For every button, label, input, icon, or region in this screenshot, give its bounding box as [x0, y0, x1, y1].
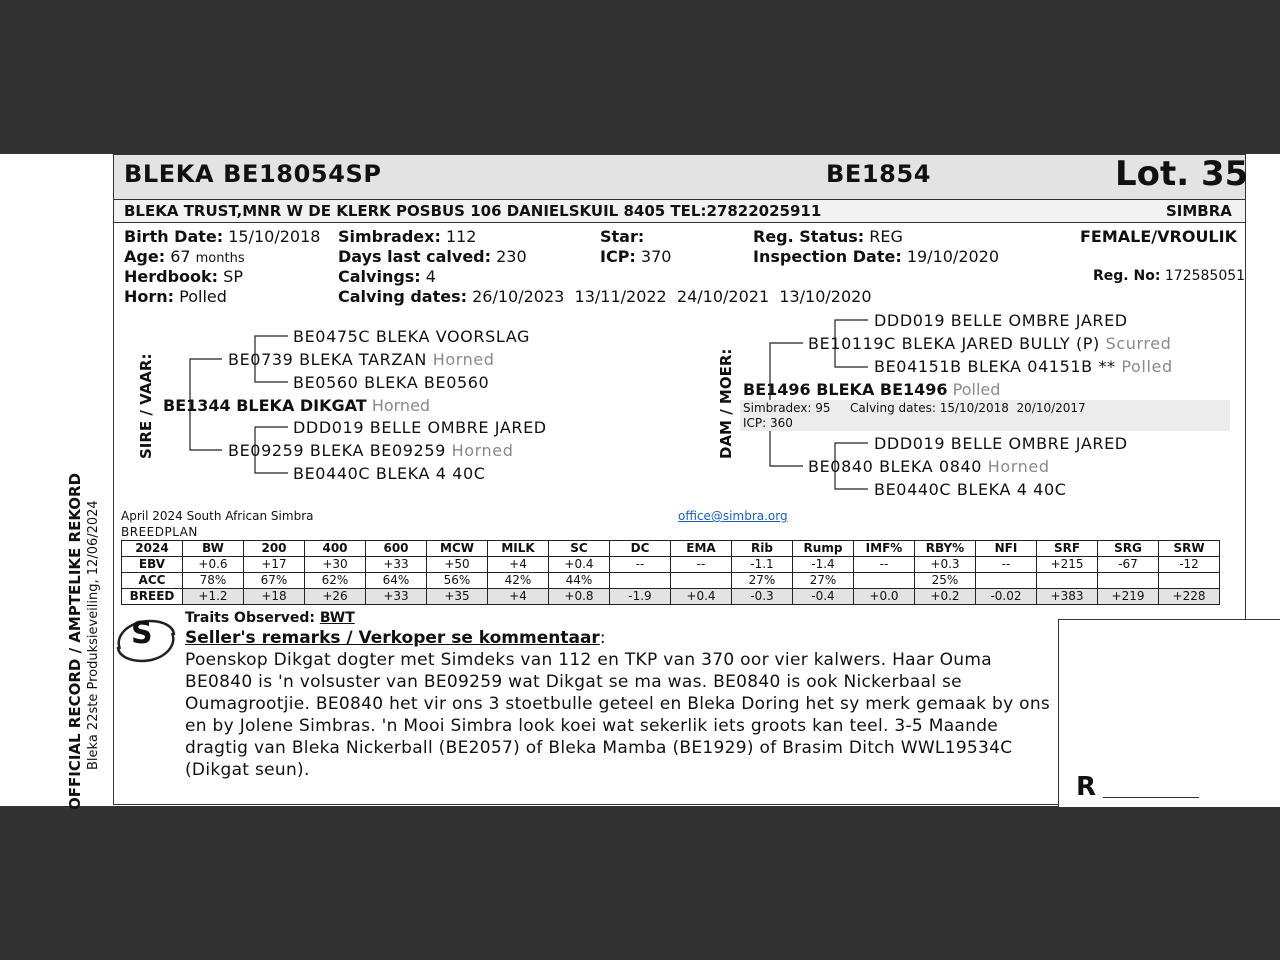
dam-grandsire: BE10119C BLEKA JARED BULLY (P) Scurred — [808, 334, 1172, 353]
inspection-date: Inspection Date: 19/10/2020 — [753, 247, 1000, 266]
signature-r: R — [1076, 772, 1097, 802]
table-header: 400 — [305, 541, 366, 557]
table-cell: -1.1 — [732, 557, 793, 573]
table-cell: +33 — [366, 557, 427, 573]
remarks-text: Poenskop Dikgat dogter met Simdeks van 112 en TKP van 370 oor vier kalwers. Haar Ouma BE0840 is 'n volsuster van BE09259 wat Dikgat se ma was. BE0840 is ook Nickerbaal se Oumagrootjie. BE0840 het vir ons 3 stoetbulle geteel en Bleka Doring het sy merk gemaak by ons en by Jolene Simbras. 'n Mooi Simbra look koei wat sekerlik iets groots kan teel. 3-5 Maande dragtig van Bleka Nickerball (BE2057) of Bleka Mamba (BE1929) of Brasim Ditch WWL19534C (Dikgat seun). — [185, 650, 1051, 780]
sire-label: SIRE / VAAR: — [137, 353, 155, 459]
table-header: DC — [610, 541, 671, 557]
animal-code: BE1854 — [826, 160, 932, 188]
table-cell: +50 — [427, 557, 488, 573]
table-cell: -- — [976, 557, 1037, 573]
table-cell: -0.3 — [732, 589, 793, 605]
table-cell: +26 — [305, 589, 366, 605]
table-header: BW — [183, 541, 244, 557]
table-cell: 78% — [183, 573, 244, 589]
table-cell: -0.4 — [793, 589, 854, 605]
table-header: Rump — [793, 541, 854, 557]
breed-row — [122, 589, 1220, 605]
table-cell: 25% — [915, 573, 976, 589]
table-cell: +35 — [427, 589, 488, 605]
official-record-label: OFFICIAL RECORD / AMPTELIKE REKORD — [66, 472, 84, 810]
sire-gd-dam: BE0440C BLEKA 4 40C — [293, 464, 486, 483]
table-cell: 27% — [793, 573, 854, 589]
table-cell: +0.8 — [549, 589, 610, 605]
birth-date: Birth Date: 15/10/2018 — [124, 227, 321, 246]
dam-gd-dam: BE0440C BLEKA 4 40C — [874, 480, 1067, 499]
sire-gs-dam: BE0560 BLEKA BE0560 — [293, 373, 490, 392]
table-cell — [1098, 573, 1159, 589]
breedplan-label: BREEDPLAN — [121, 525, 198, 539]
table-header: MCW — [427, 541, 488, 557]
table-cell — [1037, 573, 1098, 589]
table-header: IMF% — [854, 541, 915, 557]
table-cell: -- — [610, 557, 671, 573]
source-label: April 2024 South African Simbra — [121, 509, 314, 523]
table-cell: -- — [671, 557, 732, 573]
table-header: SC — [549, 541, 610, 557]
star: Star: — [600, 227, 645, 246]
table-header: Rib — [732, 541, 793, 557]
remarks-heading: Seller's remarks / Verkoper se kommentaar: — [185, 628, 606, 648]
table-cell: +0.4 — [671, 589, 732, 605]
table-cell: EBV — [122, 557, 183, 573]
breed-label: SIMBRA — [1166, 202, 1232, 220]
lot-number: Lot. 35 — [1115, 154, 1249, 194]
animal-name: BLEKA BE18054SP — [124, 160, 382, 188]
table-header: 2024 — [122, 541, 183, 557]
sire-gd-sire: DDD019 BELLE OMBRE JARED — [293, 418, 547, 437]
table-cell: +4 — [488, 557, 549, 573]
table-cell: +4 — [488, 589, 549, 605]
dam-gd-sire: DDD019 BELLE OMBRE JARED — [874, 434, 1128, 453]
table-cell: +219 — [1098, 589, 1159, 605]
table-cell: +228 — [1159, 589, 1220, 605]
table-cell — [671, 573, 732, 589]
reg-status: Reg. Status: REG — [753, 227, 903, 246]
table-cell: +33 — [366, 589, 427, 605]
table-cell: -0.02 — [976, 589, 1037, 605]
table-cell: +215 — [1037, 557, 1098, 573]
table-cell: 62% — [305, 573, 366, 589]
table-cell: ACC — [122, 573, 183, 589]
table-cell: +18 — [244, 589, 305, 605]
table-cell: 27% — [732, 573, 793, 589]
simbra-logo-letter: S — [131, 616, 153, 651]
email-link[interactable]: office@simbra.org — [678, 509, 788, 523]
table-cell: -12 — [1159, 557, 1220, 573]
table-cell: -1.9 — [610, 589, 671, 605]
table-cell — [854, 573, 915, 589]
table-cell: -1.4 — [793, 557, 854, 573]
horn-status: Horn: Polled — [124, 287, 227, 306]
sire-name: BE1344 BLEKA DIKGAT Horned — [163, 396, 431, 415]
table-cell: BREED — [122, 589, 183, 605]
table-header: 200 — [244, 541, 305, 557]
dam-label: DAM / MOER: — [717, 348, 735, 459]
signature-line[interactable]: ________________ — [1103, 784, 1199, 798]
ebv-table — [121, 540, 1220, 605]
dam-name: BE1496 BLEKA BE1496 Polled — [743, 380, 1001, 399]
table-cell: +0.3 — [915, 557, 976, 573]
table-header: SRF — [1037, 541, 1098, 557]
lot-card-page — [0, 154, 1280, 810]
dam-calving-dates: Calving dates: 15/10/2018 20/10/2017 — [850, 401, 1086, 415]
dam-gs-sire: DDD019 BELLE OMBRE JARED — [874, 311, 1128, 330]
table-cell: +0.0 — [854, 589, 915, 605]
table-cell — [610, 573, 671, 589]
age: Age: 67 months — [124, 247, 245, 266]
sex-label: FEMALE/VROULIK — [1080, 227, 1237, 246]
table-header: 600 — [366, 541, 427, 557]
table-cell: +0.2 — [915, 589, 976, 605]
table-cell: 44% — [549, 573, 610, 589]
sire-grandsire: BE0739 BLEKA TARZAN Horned — [228, 350, 495, 369]
acc-row — [122, 573, 1220, 589]
table-cell: 42% — [488, 573, 549, 589]
dam-icp: ICP: 360 — [743, 416, 793, 430]
table-cell: +17 — [244, 557, 305, 573]
table-header: NFI — [976, 541, 1037, 557]
calvings: Calvings: 4 — [338, 267, 436, 286]
dam-gs-dam: BE04151B BLEKA 04151B ** Polled — [874, 357, 1173, 376]
sire-granddam: BE09259 BLEKA BE09259 Horned — [228, 441, 514, 460]
table-header: EMA — [671, 541, 732, 557]
table-cell: +0.6 — [183, 557, 244, 573]
table-cell: +383 — [1037, 589, 1098, 605]
calving-dates: Calving dates: 26/10/2023 13/11/2022 24/10/2021 13/10/2020 — [338, 287, 872, 306]
table-cell: +0.4 — [549, 557, 610, 573]
table-cell: 64% — [366, 573, 427, 589]
sire-gs-sire: BE0475C BLEKA VOORSLAG — [293, 327, 530, 346]
table-cell: +1.2 — [183, 589, 244, 605]
table-header: RBY% — [915, 541, 976, 557]
simbradex: Simbradex: 112 — [338, 227, 477, 246]
table-header: SRG — [1098, 541, 1159, 557]
table-header: MILK — [488, 541, 549, 557]
days-last-calved: Days last calved: 230 — [338, 247, 527, 266]
herdbook: Herdbook: SP — [124, 267, 243, 286]
dam-simbradex: Simbradex: 95 — [743, 401, 831, 415]
ebv-header-row — [122, 541, 1220, 557]
table-cell — [1159, 573, 1220, 589]
auction-label: Bleka 22ste Produksieveiling, 12/06/2024 — [86, 500, 101, 770]
owner-line: BLEKA TRUST,MNR W DE KLERK POSBUS 106 DANIELSKUIL 8405 TEL:27822025911 — [124, 202, 822, 220]
table-cell — [976, 573, 1037, 589]
dam-granddam: BE0840 BLEKA 0840 Horned — [808, 457, 1050, 476]
table-cell: 67% — [244, 573, 305, 589]
ebv-row — [122, 557, 1220, 573]
icp: ICP: 370 — [600, 247, 672, 266]
table-cell: -67 — [1098, 557, 1159, 573]
traits-observed: Traits Observed: BWT — [185, 610, 355, 626]
reg-number: Reg. No: 172585051 — [1093, 268, 1246, 284]
table-cell: 56% — [427, 573, 488, 589]
table-cell: -- — [854, 557, 915, 573]
table-cell: +30 — [305, 557, 366, 573]
table-header: SRW — [1159, 541, 1220, 557]
